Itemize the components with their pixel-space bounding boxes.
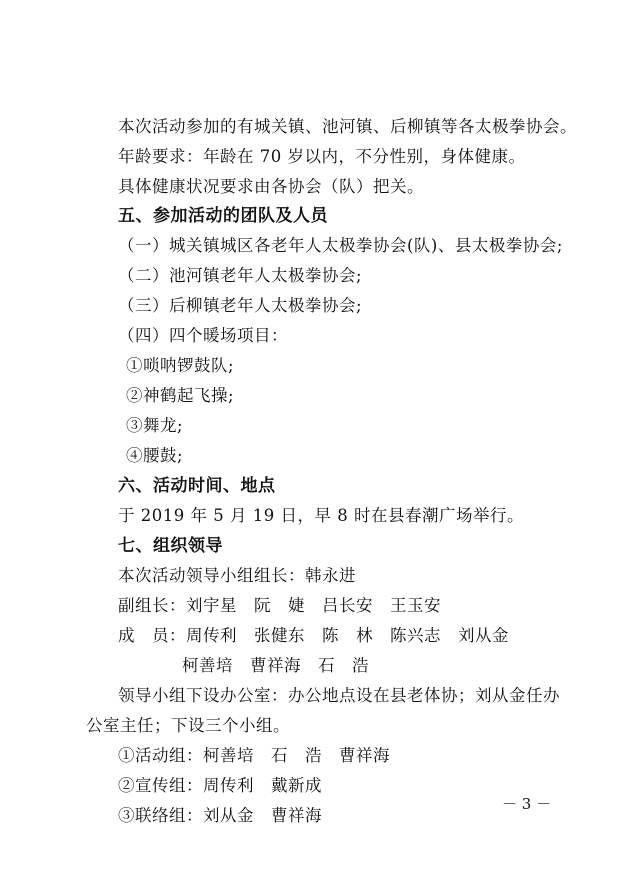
section-heading-time-place: 六、活动时间、地点: [118, 476, 276, 496]
group-publicity-line: ②宣传组：周传利 戴新成: [118, 776, 322, 795]
participants-line: 本次活动参加的有城关镇、池河镇、后柳镇等各太极拳协会。: [118, 117, 577, 136]
team-item-4: （四）四个暖场项目：: [118, 326, 288, 345]
section-heading-leadership: 七、组织领导: [118, 536, 223, 556]
office-line: 领导小组下设办公室：办公地点设在县老体协；刘从金任办: [118, 686, 560, 705]
office-continued-line: 公室主任；下设三个小组。: [86, 716, 290, 735]
warmup-item-4: ④腰鼓;: [126, 446, 184, 465]
age-requirement-line: 年龄要求：年龄在 70 岁以内，不分性别，身体健康。: [118, 147, 526, 166]
leader-line: 本次活动领导小组组长：韩永进: [118, 566, 356, 585]
time-place-line: 于 2019 年 5 月 19 日，早 8 时在县春潮广场举行。: [118, 506, 524, 525]
team-item-3: （三）后柳镇老年人太极拳协会;: [118, 296, 363, 315]
group-activity-line: ①活动组：柯善培 石 浩 曹祥海: [118, 746, 390, 765]
team-item-1: （一）城关镇城区各老年人太极拳协会(队)、县太极拳协会;: [118, 236, 563, 255]
members-line: 成 员：周传利 张健东 陈 林 陈兴志 刘从金: [118, 626, 509, 645]
page-number: － 3 －: [502, 795, 552, 813]
warmup-item-3: ③舞龙;: [126, 416, 184, 435]
warmup-item-1: ①唢呐锣鼓队;: [126, 356, 235, 375]
health-requirement-line: 具体健康状况要求由各协会（队）把关。: [118, 177, 424, 196]
group-liaison-line: ③联络组：刘从金 曹祥海: [118, 806, 322, 825]
section-heading-teams: 五、参加活动的团队及人员: [118, 206, 328, 226]
deputy-leaders-line: 副组长：刘宇星 阮 婕 吕长安 王玉安: [118, 596, 441, 615]
members-continued-line: 柯善培 曹祥海 石 浩: [182, 656, 369, 675]
warmup-item-2: ②神鹤起飞操;: [126, 386, 235, 405]
team-item-2: （二）池河镇老年人太极拳协会;: [118, 266, 363, 285]
